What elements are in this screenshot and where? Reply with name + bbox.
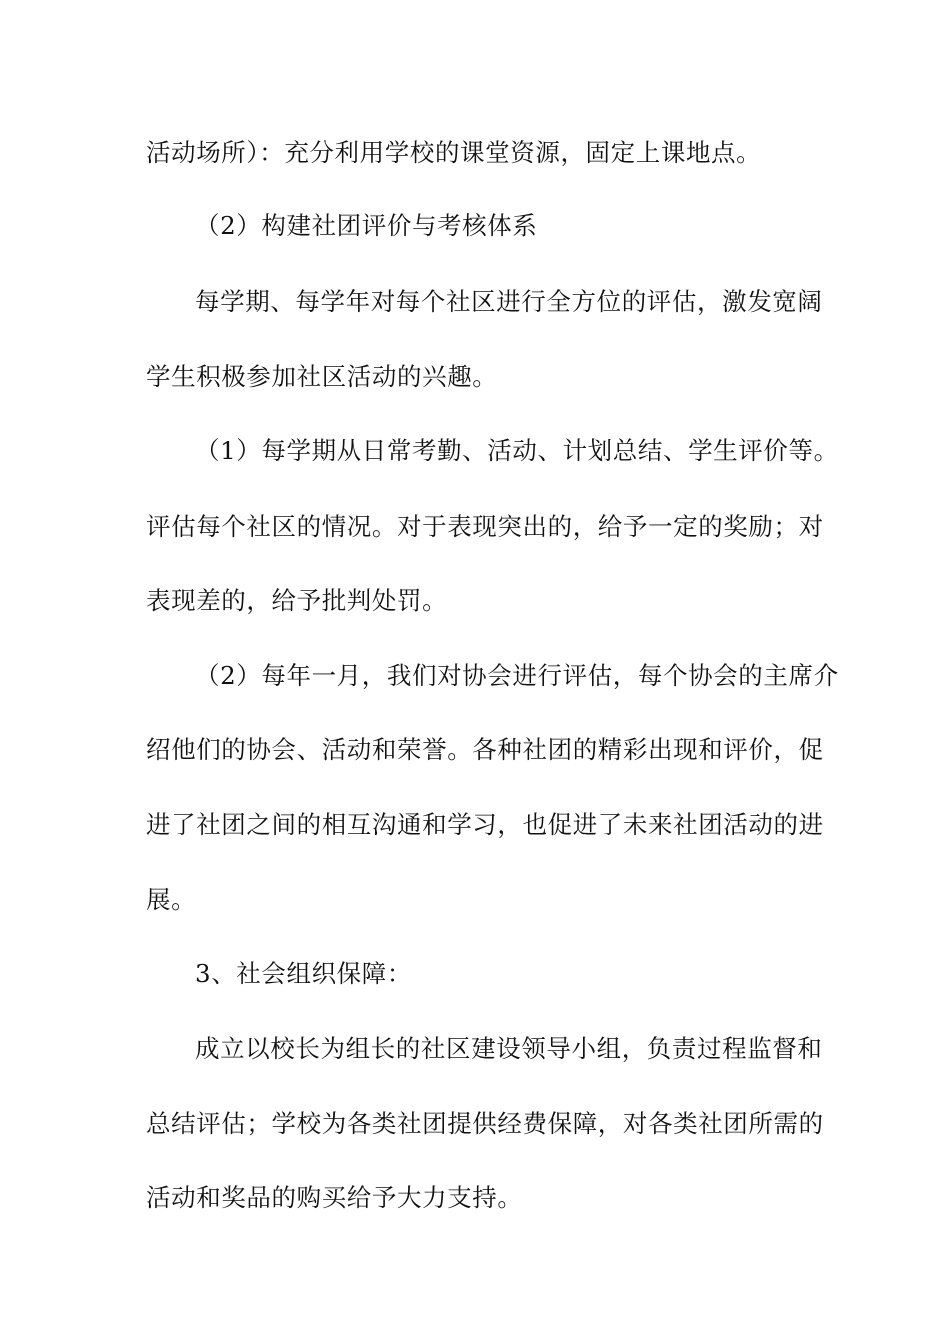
section-heading: 3、社会组织保障：	[195, 959, 412, 988]
text-line: （2）每年一月，我们对协会进行评估，每个协会的主席介	[195, 661, 839, 690]
text-line: 表现差的，给予批判处罚。	[146, 586, 448, 615]
text-line: 展。	[146, 885, 197, 914]
section-heading: （2）构建社团评价与考核体系	[195, 211, 538, 240]
text-line: 活动场所）：充分利用学校的课堂资源，固定上课地点。	[146, 138, 762, 167]
text-line: 成立以校长为组长的社区建设领导小组，负责过程监督和	[195, 1034, 823, 1063]
text-line: 每学期、每学年对每个社区进行全方位的评估，激发宽阔	[195, 287, 823, 316]
text-line: （1）每学期从日常考勤、活动、计划总结、学生评价等。	[195, 436, 839, 465]
text-line: 活动和奖品的购买给予大力支持。	[146, 1183, 523, 1212]
text-line: 绍他们的协会、活动和荣誉。各种社团的精彩出现和评价，促	[146, 735, 824, 764]
text-line: 总结评估；学校为各类社团提供经费保障，对各类社团所需的	[146, 1109, 824, 1138]
text-line: 进了社团之间的相互沟通和学习，也促进了未来社团活动的进	[146, 810, 824, 839]
text-line: 学生积极参加社区活动的兴趣。	[146, 362, 498, 391]
text-line: 评估每个社区的情况。对于表现突出的，给予一定的奖励；对	[146, 512, 824, 541]
